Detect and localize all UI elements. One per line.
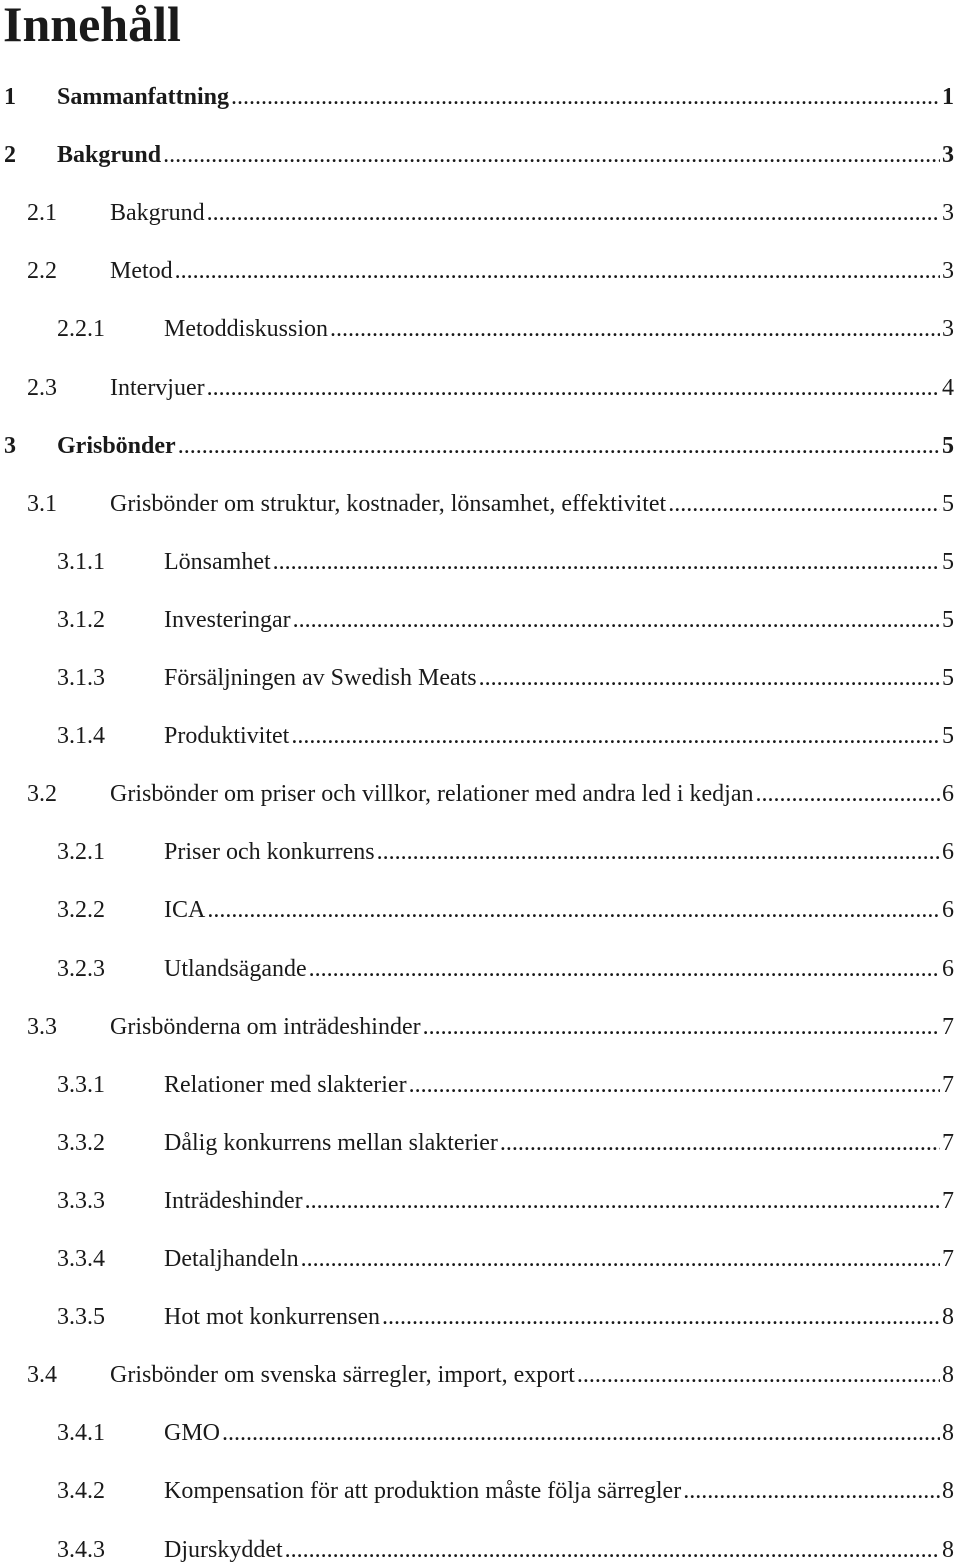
toc-entry-page-number: 5	[942, 490, 954, 517]
toc-entry-label: Metod	[110, 258, 173, 285]
toc-entry-label: Försäljningen av Swedish Meats	[164, 665, 477, 691]
toc-entry-number: 3.3.4	[57, 1246, 105, 1272]
toc-entry-page-number: 8	[942, 1304, 954, 1331]
toc-entry-page-number: 6	[942, 839, 954, 866]
toc-entry-label: Produktivitet	[164, 723, 290, 750]
toc-entry-label: Investeringar	[164, 606, 291, 633]
dot-leader	[479, 663, 940, 693]
toc-entry-page-number: 5	[942, 665, 954, 691]
toc-entry-number: 3	[4, 432, 16, 459]
toc-entry[interactable]	[4, 140, 954, 170]
toc-entry[interactable]	[57, 663, 954, 693]
toc-entry-label: Grisbönderna om inträdeshinder	[110, 1013, 421, 1040]
toc-entry-number: 1	[4, 84, 16, 110]
dot-leader	[291, 721, 940, 751]
toc-entry[interactable]	[57, 837, 954, 867]
toc-entry-number: 2.1	[27, 200, 57, 227]
toc-entry-page-number: 8	[942, 1536, 954, 1563]
toc-entry-number: 3.2.1	[57, 839, 105, 866]
dot-leader	[273, 547, 940, 577]
toc-entry[interactable]	[4, 431, 954, 461]
toc-entry[interactable]	[57, 1186, 954, 1216]
dot-leader	[175, 256, 940, 286]
dot-leader	[207, 895, 940, 925]
toc-entry[interactable]	[27, 779, 954, 809]
toc-entry-number: 3.4.3	[57, 1536, 105, 1563]
toc-entry-page-number: 5	[942, 723, 954, 750]
toc-entry-label: Inträdeshinder	[164, 1187, 303, 1214]
toc-entry-label: Grisbönder om svenska särregler, import, export	[110, 1362, 575, 1389]
toc-entry-page-number: 5	[942, 606, 954, 633]
toc-entry[interactable]	[57, 895, 954, 925]
toc-entry-number: 2	[4, 142, 16, 169]
toc-entry-label: Sammanfattning	[57, 84, 230, 110]
toc-entry-page-number: 6	[942, 781, 954, 808]
toc-entry-label: Utlandsägande	[164, 955, 307, 982]
toc-entry-label: Djurskyddet	[164, 1536, 283, 1563]
toc-entry-page-number: 3	[942, 258, 954, 285]
toc-entry-page-number: 6	[942, 955, 954, 982]
toc-entry[interactable]	[57, 1418, 954, 1448]
dot-leader	[577, 1360, 940, 1390]
dot-leader	[293, 605, 940, 635]
dot-leader	[309, 954, 940, 984]
toc-entry-label: Grisbönder om struktur, kostnader, lönsamhet, effektivitet	[110, 490, 667, 517]
toc-entry-number: 3.3.2	[57, 1129, 105, 1156]
toc-entry-page-number: 8	[942, 1362, 954, 1389]
toc-entry[interactable]	[4, 82, 954, 112]
toc-entry-page-number: 7	[942, 1187, 954, 1214]
toc-entry-label: Bakgrund	[110, 200, 205, 227]
toc-entry[interactable]	[57, 547, 954, 577]
toc-entry[interactable]	[27, 373, 954, 403]
toc-entry-number: 3.1	[27, 490, 57, 517]
dot-leader	[423, 1012, 940, 1042]
toc-entry-number: 3.3.5	[57, 1304, 105, 1331]
toc-entry-number: 3.1.3	[57, 665, 105, 691]
toc-entry-label: Priser och konkurrens	[164, 839, 375, 866]
toc-entry[interactable]	[27, 256, 954, 286]
toc-entry-number: 3.3.1	[57, 1071, 105, 1098]
toc-entry-page-number: 6	[942, 897, 954, 924]
toc-entry-page-number: 7	[942, 1071, 954, 1098]
dot-leader	[330, 314, 940, 344]
toc-entry-label: ICA	[164, 897, 206, 924]
toc-entry-page-number: 5	[942, 432, 954, 459]
toc-entry-page-number: 7	[942, 1129, 954, 1156]
dot-leader	[683, 1476, 940, 1506]
toc-entry[interactable]	[57, 1302, 954, 1332]
toc-entry-number: 2.2.1	[57, 316, 105, 343]
toc-entry-page-number: 8	[942, 1478, 954, 1505]
toc-entry-label: GMO	[164, 1420, 221, 1447]
dot-leader	[207, 373, 940, 403]
toc-entry-number: 3.4.2	[57, 1478, 105, 1505]
toc-entry-number: 3.3	[27, 1013, 57, 1040]
toc-entry-page-number: 3	[942, 142, 954, 169]
toc-entry-page-number: 7	[942, 1246, 954, 1272]
toc-entry-label: Metoddiskussion	[164, 316, 329, 343]
toc-entry-label: Detaljhandeln	[164, 1246, 299, 1272]
toc-entry[interactable]	[27, 1012, 954, 1042]
dot-leader	[756, 779, 941, 809]
toc-entry[interactable]	[57, 1128, 954, 1158]
dot-leader	[163, 140, 940, 170]
toc-entry[interactable]	[27, 198, 954, 228]
dot-leader	[231, 82, 940, 112]
toc-entry[interactable]	[57, 1476, 954, 1506]
toc-entry[interactable]	[57, 314, 954, 344]
toc-entry[interactable]	[57, 721, 954, 751]
dot-leader	[207, 198, 940, 228]
toc-entry-label: Grisbönder	[57, 432, 176, 459]
toc-entry-page-number: 1	[942, 84, 954, 110]
dot-leader	[285, 1535, 940, 1565]
dot-leader	[500, 1128, 940, 1158]
toc-entry-label: Intervjuer	[110, 374, 205, 401]
toc-entry-number: 3.2.3	[57, 955, 105, 982]
dot-leader	[382, 1302, 940, 1332]
toc-entry[interactable]	[57, 1535, 954, 1565]
toc-entry-page-number: 3	[942, 200, 954, 227]
toc-entry[interactable]	[57, 954, 954, 984]
toc-entry-page-number: 7	[942, 1013, 954, 1040]
toc-entry-page-number: 5	[942, 548, 954, 575]
toc-entry-label: Hot mot konkurrensen	[164, 1304, 380, 1331]
dot-leader	[668, 489, 940, 519]
dot-leader	[409, 1070, 940, 1100]
toc-entry-page-number: 4	[942, 374, 954, 401]
toc-entry-number: 3.4	[27, 1362, 57, 1389]
toc-entry-number: 3.4.1	[57, 1420, 105, 1447]
toc-entry-page-number: 8	[942, 1420, 954, 1447]
toc-entry-label: Kompensation för att produktion måste följa särregler	[164, 1478, 682, 1505]
toc-entry-page-number: 3	[942, 316, 954, 343]
toc-entry-label: Grisbönder om priser och villkor, relationer med andra led i kedjan	[110, 781, 754, 808]
toc-entry-label: Dålig konkurrens mellan slakterier	[164, 1129, 498, 1156]
toc-entry[interactable]	[27, 489, 954, 519]
page-title: Innehåll	[3, 0, 181, 52]
dot-leader	[301, 1244, 940, 1274]
toc-entry[interactable]	[27, 1360, 954, 1390]
toc-entry[interactable]	[57, 1244, 954, 1274]
toc-entry-number: 2.3	[27, 374, 57, 401]
toc-entry[interactable]	[57, 605, 954, 635]
dot-leader	[222, 1418, 940, 1448]
dot-leader	[178, 431, 940, 461]
toc-entry-label: Relationer med slakterier	[164, 1071, 407, 1098]
toc-entry-number: 3.1.1	[57, 548, 105, 575]
toc-entry-label: Lönsamhet	[164, 548, 271, 575]
toc-entry-number: 3.1.2	[57, 606, 105, 633]
toc-entry-number: 3.2.2	[57, 897, 105, 924]
dot-leader	[305, 1186, 940, 1216]
toc-entry-label: Bakgrund	[57, 142, 162, 169]
toc-entry-number: 3.2	[27, 781, 57, 808]
toc-entry[interactable]	[57, 1070, 954, 1100]
toc-entry-number: 3.3.3	[57, 1187, 105, 1214]
dot-leader	[377, 837, 940, 867]
toc-entry-number: 2.2	[27, 258, 57, 285]
toc-entry-number: 3.1.4	[57, 723, 105, 750]
